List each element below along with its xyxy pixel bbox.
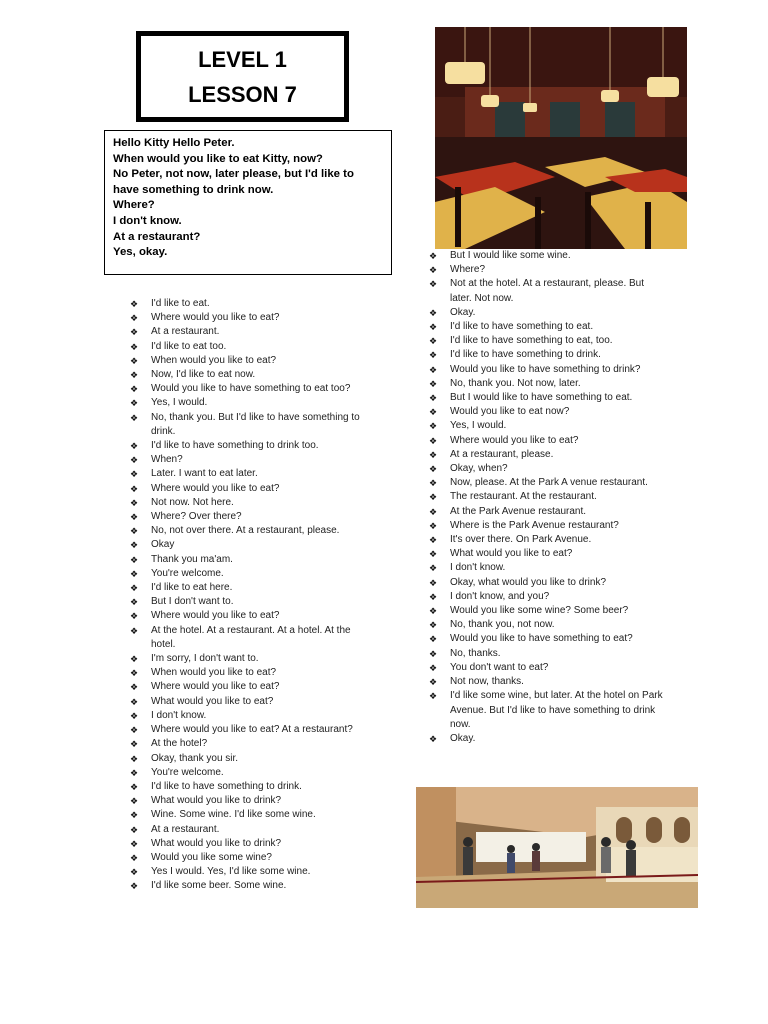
phrase-item: ❖ Okay [129, 538, 369, 552]
phrase-item: ❖ Not now. Not here. [129, 496, 369, 510]
phrase-item: ❖ When would you like to eat? [129, 666, 369, 680]
level-heading: LEVEL 1 [198, 46, 287, 72]
phrase-item: ❖ I'd like to have something to drink. [129, 780, 369, 794]
phrase-item: ❖ I'd like to eat. [129, 297, 369, 311]
phrase-item: ❖ Okay, thank you sir. [129, 752, 369, 766]
phrase-item: ❖ Now, please. At the Park A venue restaurant. [428, 476, 668, 490]
phrase-item: ❖ You're welcome. [129, 567, 369, 581]
right-phrase-list [428, 249, 668, 746]
phrase-item: ❖ What would you like to drink? [129, 837, 369, 851]
phrase-item: ❖ But I would like to have something to eat. [428, 391, 668, 405]
food-court-photo [416, 787, 698, 908]
phrase-item: ❖ I'd like to have something to drink too. [129, 439, 369, 453]
dialog-line: have something to drink now. [113, 183, 274, 196]
phrase-item: ❖ I don't know, and you? [428, 590, 668, 604]
dialog-line: I don't know. [113, 214, 182, 227]
phrase-item: ❖ What would you like to eat? [428, 547, 668, 561]
phrase-item: ❖ Now, I'd like to eat now. [129, 368, 369, 382]
phrase-item: ❖ Not at the hotel. At a restaurant, please. But later. Not now. [428, 277, 668, 305]
phrase-item: ❖ At the Park Avenue restaurant. [428, 505, 668, 519]
dialog-line: Yes, okay. [113, 246, 168, 259]
dialog-box [104, 130, 392, 275]
phrase-item: ❖ Would you like some wine? Some beer? [428, 604, 668, 618]
phrase-item: ❖ Okay, when? [428, 462, 668, 476]
phrase-item: ❖ No, thanks. [428, 647, 668, 661]
phrase-item: ❖ Okay. [428, 732, 668, 746]
dialog-line: Hello Kitty Hello Peter. [113, 137, 235, 149]
phrase-item: ❖ Not now, thanks. [428, 675, 668, 689]
phrase-item: ❖ But I would like some wine. [428, 249, 668, 263]
phrase-item: ❖ Okay, what would you like to drink? [428, 576, 668, 590]
phrase-item: ❖ Where is the Park Avenue restaurant? [428, 519, 668, 533]
phrase-item: ❖ When? [129, 453, 369, 467]
phrase-item: ❖ Where would you like to eat? At a restaurant? [129, 723, 369, 737]
phrase-item: ❖ Would you like to have something to drink? [428, 363, 668, 377]
phrase-item: ❖ I'm sorry, I don't want to. [129, 652, 369, 666]
phrase-item: ❖ At the hotel? [129, 737, 369, 751]
phrase-item: ❖ At a restaurant, please. [428, 448, 668, 462]
phrase-item: ❖ You're welcome. [129, 766, 369, 780]
phrase-item: ❖ At a restaurant. [129, 325, 369, 339]
phrase-item: ❖ I don't know. [129, 709, 369, 723]
phrase-item: ❖ I don't know. [428, 561, 668, 575]
phrase-item: ❖ It's over there. On Park Avenue. [428, 533, 668, 547]
phrase-item: ❖ What would you like to eat? [129, 695, 369, 709]
phrase-item: ❖ Where? Over there? [129, 510, 369, 524]
phrase-item: ❖ Would you like to eat now? [428, 405, 668, 419]
left-phrase-list [129, 297, 369, 894]
phrase-item: ❖ I'd like to have something to drink. [428, 348, 668, 362]
dialog-line: No Peter, not now, later please, but I'd like to [113, 168, 354, 181]
phrase-item: ❖ Would you like some wine? [129, 851, 369, 865]
phrase-item: ❖ I'd like to have something to eat. [428, 320, 668, 334]
phrase-item: ❖ At a restaurant. [129, 823, 369, 837]
phrase-item: ❖ No, thank you, not now. [428, 618, 668, 632]
phrase-item: ❖ Okay. [428, 306, 668, 320]
phrase-item: ❖ No, not over there. At a restaurant, please. [129, 524, 369, 538]
phrase-item: ❖ No, thank you. Not now, later. [428, 377, 668, 391]
phrase-item: ❖ Where would you like to eat? [129, 680, 369, 694]
phrase-item: ❖ But I don't want to. [129, 595, 369, 609]
phrase-item: ❖ The restaurant. At the restaurant. [428, 490, 668, 504]
phrase-item: ❖ I'd like to eat here. [129, 581, 369, 595]
dialog-line: When would you like to eat Kitty, now? [113, 152, 323, 165]
phrase-item: ❖ Yes, I would. [129, 396, 369, 410]
phrase-item: ❖ Where? [428, 263, 668, 277]
phrase-item: ❖ Yes I would. Yes, I'd like some wine. [129, 865, 369, 879]
phrase-item: ❖ When would you like to eat? [129, 354, 369, 368]
phrase-item: ❖ No, thank you. But I'd like to have something to drink. [129, 411, 369, 439]
phrase-item: ❖ Would you like to have something to eat too? [129, 382, 369, 396]
phrase-item: ❖ I'd like some beer. Some wine. [129, 879, 369, 893]
phrase-item: ❖ You don't want to eat? [428, 661, 668, 675]
phrase-item: ❖ Where would you like to eat? [428, 434, 668, 448]
lesson-title-box [136, 31, 349, 122]
lesson-heading: LESSON 7 [188, 81, 297, 107]
phrase-item: ❖ At the hotel. At a restaurant. At a hotel. At the hotel. [129, 624, 369, 652]
phrase-item: ❖ Thank you ma'am. [129, 553, 369, 567]
dialog-line: At a restaurant? [113, 230, 201, 243]
phrase-item: ❖ Would you like to have something to eat? [428, 632, 668, 646]
phrase-item: ❖ Yes, I would. [428, 419, 668, 433]
phrase-item: ❖ Later. I want to eat later. [129, 467, 369, 481]
phrase-item: ❖ Where would you like to eat? [129, 311, 369, 325]
phrase-item: ❖ I'd like to eat too. [129, 340, 369, 354]
phrase-item: ❖ Where would you like to eat? [129, 609, 369, 623]
phrase-item: ❖ I'd like some wine, but later. At the hotel on Park Avenue. But I'd like to have something to drink now. [428, 689, 668, 732]
dialog-line: Where? [113, 199, 155, 212]
phrase-item: ❖ What would you like to drink? [129, 794, 369, 808]
phrase-item: ❖ Where would you like to eat? [129, 482, 369, 496]
phrase-item: ❖ Wine. Some wine. I'd like some wine. [129, 808, 369, 822]
restaurant-dining-room-photo [435, 27, 687, 249]
phrase-item: ❖ I'd like to have something to eat, too. [428, 334, 668, 348]
